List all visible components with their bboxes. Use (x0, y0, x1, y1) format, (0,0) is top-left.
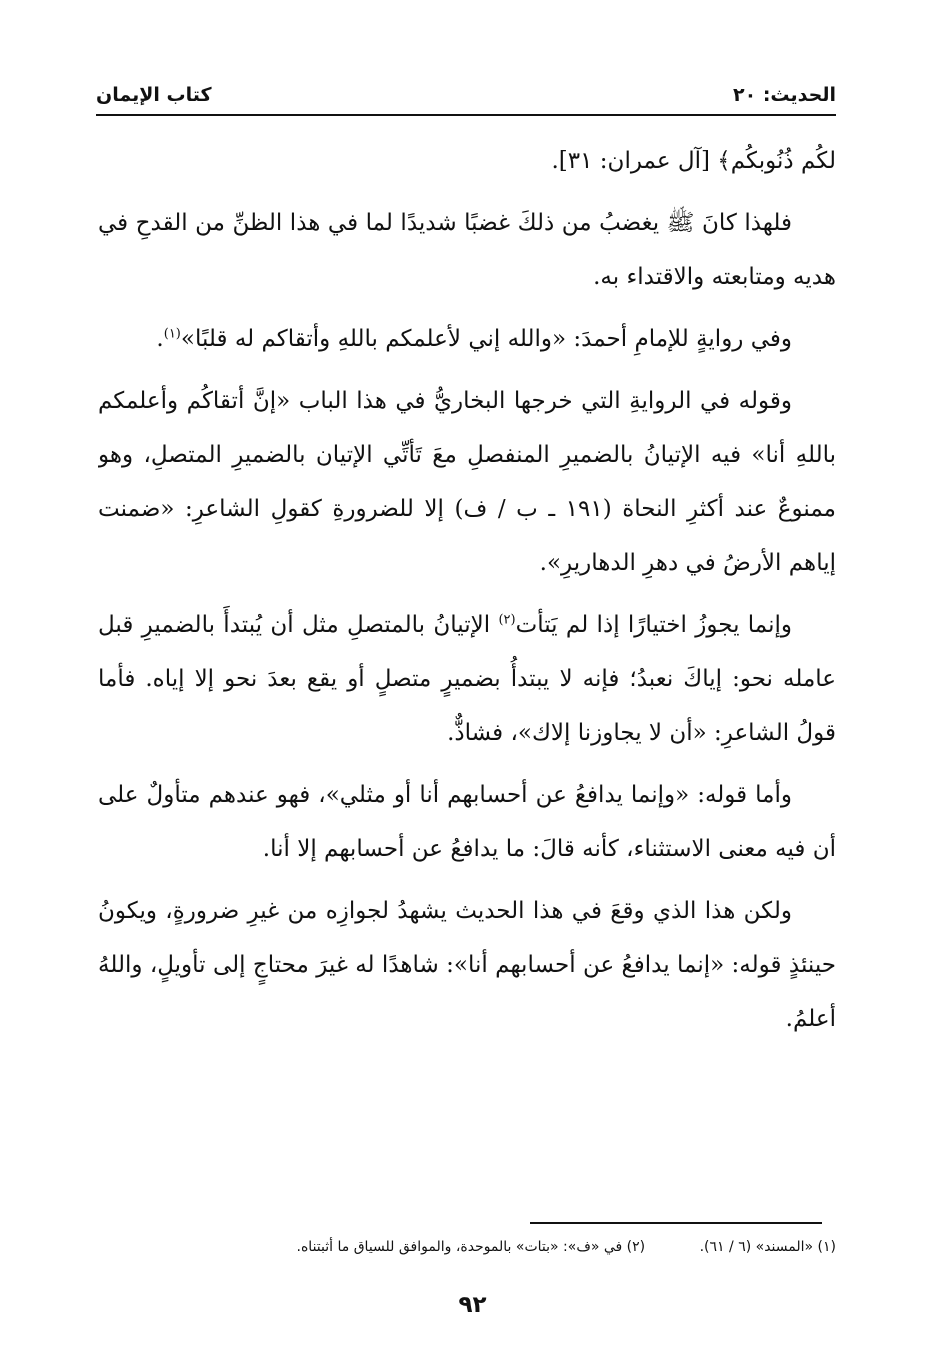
paragraph (98, 196, 836, 304)
paragraph (98, 134, 836, 188)
paragraph (98, 598, 836, 760)
paragraph-text: وأما قوله: «وإنما يدافعُ عن أحسابهم أنا أو مثلي»، فهو عندهم متأولٌ على أن فيه معنى الاستثناء، كأنه قالَ: ما يدافعُ عن أحسابهم إلا أنا. (98, 782, 836, 862)
paragraph (98, 884, 836, 1046)
paragraph-text: وفي روايةٍ للإمامِ أحمدَ: «والله إني لأعلمكم باللهِ وأتقاكم له قلبًا» (180, 326, 792, 352)
paragraph-text: وإنما يجوزُ اختيارًا إذا لم يَتأت (515, 612, 793, 638)
footnote-marker: (١) (163, 326, 181, 342)
paragraph (98, 312, 836, 366)
footnote-marker: (٢) (498, 612, 516, 628)
paragraph-text: فلهذا كانَ ﷺ يغضبُ من ذلكَ غضبًا شديدًا لما في هذا الظنِّ من القدحِ في هديه ومتابعته والاقتداء به. (98, 210, 836, 290)
footnote-1: (١) «المسند» (٦ / ٦١). (699, 1239, 836, 1255)
paragraph-text-end: . (156, 326, 164, 352)
hadith-number-heading: الحديث: ٢٠ (733, 84, 836, 106)
paragraph (98, 768, 836, 876)
footnotes (98, 1234, 836, 1264)
paragraph-text: ولكن هذا الذي وقعَ في هذا الحديث يشهدُ لجوازِه من غيرِ ضرورةٍ، ويكونُ حينئذٍ قوله: «إنما يدافعُ عن أحسابهم أنا»: شاهدًا له غيرَ محتاجٍ إلى تأويلٍ، واللهُ أعلمُ. (98, 898, 836, 1032)
book-title-heading: كتاب الإيمان (96, 84, 212, 106)
paragraph-text: وقوله في الروايةِ التي خرجها البخاريُّ في هذا الباب «إنَّ أتقاكُم وأعلمكم باللهِ أنا» فيه الإتيانُ بالضميرِ المنفصلِ معَ تَأتِّي الإتيان بالضميرِ المتصلِ، وهو ممنوعٌ عند أكثرِ النحاة (١٩١ ـ ب / ف) إلا للضرورةِ كقولِ الشاعرِ: «ضمنت إياهم الأرضُ في دهرِ الدهاريرِ». (98, 388, 836, 576)
running-header (96, 80, 836, 116)
paragraph-text: لكُم ذُنُوبكُم﴾ [آل عمران: ٣١]. (551, 148, 836, 174)
paragraph (98, 374, 836, 590)
page-number: ٩٢ (458, 1292, 487, 1318)
footnote-divider (530, 1222, 822, 1224)
body-text (98, 134, 836, 1124)
paragraph-text-end: الإتيانُ بالمتصلِ مثل أن يُبتدأَ بالضميرِ قبل عامله نحو: إياكَ نعبدُ؛ فإنه لا يبتدأُ بضميرٍ متصلٍ أو يقع بعدَ نحو إلا إياه. فأما قولُ الشاعرِ: «أن لا يجاوزنا إلاك»، فشاذٌّ. (98, 612, 836, 746)
footnote-2: (٢) في «ف»: «بتات» بالموحدة، والموافق للسياق ما أثبتناه. (296, 1239, 646, 1255)
